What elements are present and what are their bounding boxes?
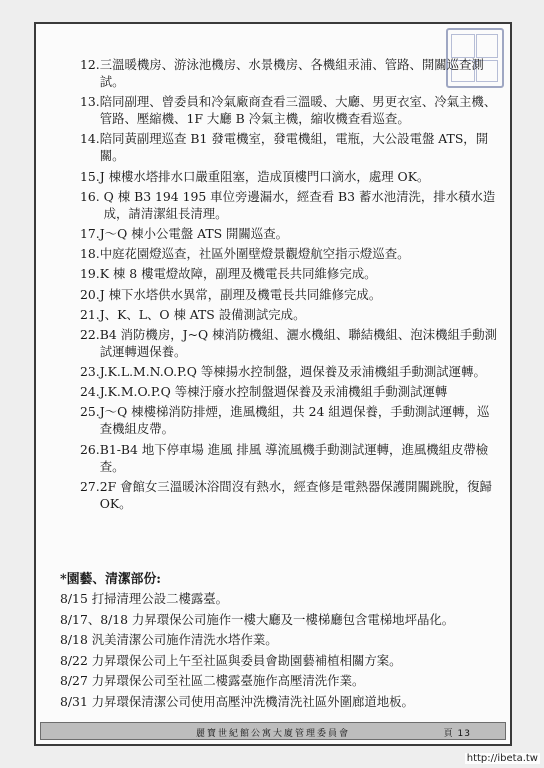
item-number: 16. [80, 188, 104, 204]
item-text: J 棟樓水塔排水口嚴重阻塞，造成頂樓門口滴水，處理 OK。 [99, 168, 430, 184]
section-heading: *園藝、清潔部份: [60, 572, 161, 587]
item-date: 8/17、8/18 [60, 611, 132, 627]
item-date: 8/27 [60, 673, 92, 688]
item-text: 中庭花園燈巡查，社區外圍壁燈景觀燈航空指示燈巡查。 [99, 246, 410, 262]
item-text: 汎美清潔公司施作清洗水塔作業。 [91, 632, 278, 647]
item-number: 12. [80, 57, 100, 72]
list-item [80, 130, 500, 164]
item-text: J.K.M.O.P.Q 等棟汙廢水控制盤週保養及汞浦機組手動測試運轉 [99, 384, 448, 400]
document-page [34, 22, 512, 746]
item-number: 21. [80, 306, 100, 322]
list-item [80, 93, 500, 127]
watermark: http://ibeta.tw [466, 753, 538, 764]
item-text: B1-B4 地下停車場 進風 排風 導流風機手動測試運轉，進風機組皮帶檢查。 [99, 441, 489, 474]
item-date: 8/15 [60, 591, 92, 606]
item-text: 力昇環保公司施作一樓大廳及一樓梯廳包含電梯地坪晶化。 [131, 611, 455, 627]
page-number: 頁 13 [443, 729, 471, 739]
item-text: 力昇環保公司至社區二樓露臺施作高壓清洗作業。 [91, 673, 365, 688]
item-text: K 棟 8 樓電燈故障，副理及機電長共同維修完成。 [99, 266, 377, 282]
item-number: 20. [80, 286, 100, 302]
list-item [60, 693, 500, 710]
item-text: B4 消防機房，J~Q 棟消防機組、灑水機組、聯結機組、泡沫機組手動測試運轉週保養。 [99, 326, 498, 359]
list-item [80, 56, 500, 90]
list-item [60, 652, 500, 669]
list-item [60, 672, 500, 689]
item-text: 陪同副理、曾委員和冷氣廠商查看三溫暖、大廳、男更衣室、冷氣主機、管路、壓縮機、1F 大廳 B 冷氣主機，縮收機查看巡查。 [99, 94, 497, 127]
list-item [60, 611, 500, 628]
item-number: 27. [80, 478, 100, 494]
item-text: J.K.L.M.N.O.P.Q 等棟揚水控制盤，週保養及汞浦機組手動測試運轉。 [99, 364, 486, 380]
item-number: 17. [80, 225, 100, 241]
item-number: 14. [80, 131, 100, 147]
item-text: J～Q 棟樓梯消防排煙，進風機組，共 24 組週保養，手動測試運轉，巡查機組皮帶。 [99, 404, 490, 437]
item-text: 三溫暖機房、游泳池機房、水景機房、各機組汞浦、管路、開關巡查測試。 [99, 57, 484, 89]
footer-bar [40, 722, 506, 740]
list-item [80, 306, 500, 323]
list-item [80, 265, 500, 282]
item-text: J～Q 棟小公電盤 ATS 開關巡查。 [99, 225, 288, 241]
list-item [80, 363, 500, 380]
item-number: 19. [80, 266, 100, 282]
item-number: 18. [80, 246, 100, 262]
list-item [80, 441, 500, 475]
maintenance-list [80, 56, 500, 515]
item-date: 8/31 [60, 693, 92, 709]
footer-organization: 麗寶世紀館公寓大廈管理委員會 [195, 729, 350, 739]
list-item [80, 403, 500, 437]
item-text: J、K、L、O 棟 ATS 設備測試完成。 [99, 306, 306, 322]
list-item [60, 631, 500, 648]
list-item [80, 478, 500, 512]
list-item [80, 245, 500, 262]
item-text: 力昇環保公司上午至社區與委員會勘園藝補植相關方案。 [91, 652, 402, 668]
item-text: 陪同黃副理巡查 B1 發電機室，發電機組，電瓶，大公設電盤 ATS，開關。 [99, 131, 489, 164]
item-number: 24. [80, 384, 100, 400]
item-text: 2F 會館女三溫暖沐浴間沒有熱水，經查修是電熱器保護開關跳脫，復歸 OK。 [99, 478, 492, 511]
item-date: 8/22 [60, 652, 92, 668]
item-text: Q 棟 B3 194 195 車位旁邊漏水，經查看 B3 蓄水池清洗，排水積水造成，請清潔組長清理。 [103, 188, 496, 221]
list-item [80, 168, 500, 185]
list-item [60, 590, 500, 607]
cleaning-list [60, 590, 500, 713]
list-item [80, 326, 500, 360]
list-item [80, 286, 500, 303]
item-date: 8/18 [60, 632, 92, 647]
item-number: 15. [80, 168, 100, 184]
item-text: 力昇環保清潔公司使用高壓沖洗機清洗社區外圍廊道地板。 [91, 693, 414, 709]
item-number: 25. [80, 404, 100, 420]
list-item [80, 188, 500, 222]
list-item [80, 225, 500, 242]
item-text: 打掃清理公設二樓露臺。 [91, 591, 229, 606]
item-number: 26. [80, 441, 100, 457]
list-item [80, 383, 500, 400]
item-number: 13. [80, 94, 100, 110]
item-number: 23. [80, 364, 100, 380]
item-text: J 棟下水塔供水異常，副理及機電長共同維修完成。 [99, 286, 382, 302]
item-number: 22. [80, 326, 100, 342]
